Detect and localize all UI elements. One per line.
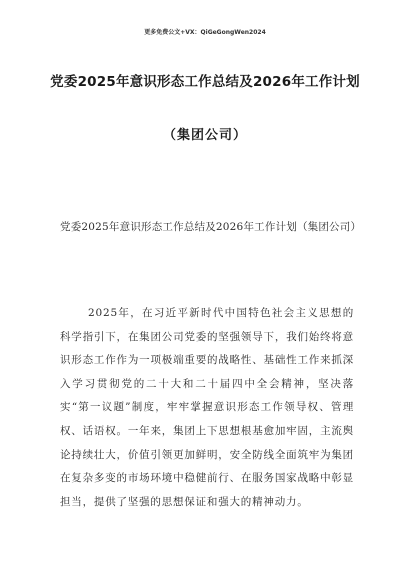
body-paragraph: 2025年，在习近平新时代中国特色社会主义思想的科学指引下，在集团公司党委的坚强领导下，我们始终将意识形态工作作为一项极端重要的战略性、基础性工作来抓深入学习贯彻党的二十大和二十届四中全会精神，坚决落实“第一议题”制度，牢牢掌握意识形态工作领导权、管理权、话语权。一年来，集团上下思想根基愈加牢固，主流舆论持续壮大，价值引领更加鲜明，安全防线全面筑牢为集团在复杂多变的市场环境中稳健前行、在服务国家战略中彰显担当，提供了坚强的思想保证和强大的精神动力。 (60, 307, 354, 508)
document-title: 党委2025年意识形态工作总结及2026年工作计划 (50, 74, 360, 90)
document-subtitle: （集团公司） (162, 128, 247, 143)
header-note: 更多免费公文+VX：QiGeGongWen2024 (144, 29, 266, 36)
section-heading: 党委2025年意识形态工作总结及2026年工作计划（集团公司） (60, 221, 362, 233)
